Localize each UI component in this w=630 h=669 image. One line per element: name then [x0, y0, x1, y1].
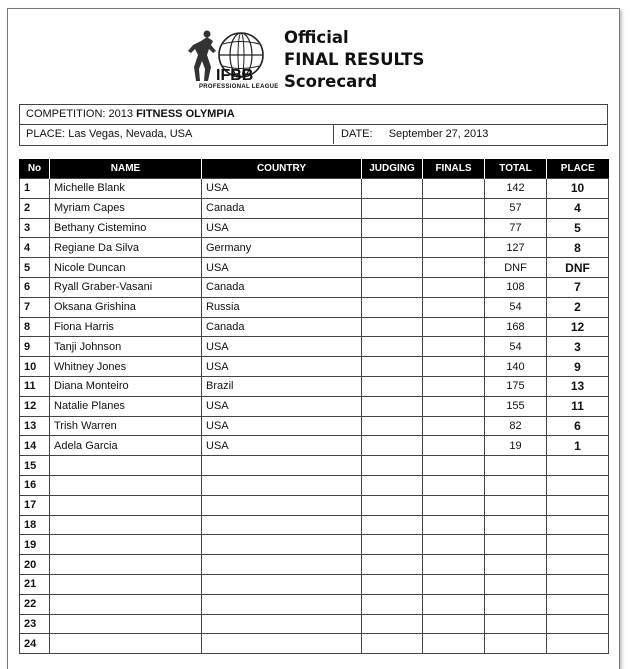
athlete-number: 12: [20, 396, 50, 416]
judging-score: [362, 535, 423, 555]
place-date-row: [20, 124, 607, 144]
total-score: [485, 535, 547, 555]
athlete-country: Germany: [202, 238, 362, 258]
athlete-country: Brazil: [202, 376, 362, 396]
athlete-number: 16: [20, 475, 50, 495]
final-place: [547, 614, 609, 634]
date-value: September 27, 2013: [388, 128, 489, 140]
athlete-country: [202, 495, 362, 515]
table-row: [20, 337, 609, 357]
athlete-country: [202, 634, 362, 654]
final-place: 8: [547, 238, 609, 258]
judging-score: [362, 297, 423, 317]
place-value: Las Vegas, Nevada, USA: [68, 128, 193, 140]
total-score: 54: [485, 297, 547, 317]
athlete-number: 5: [20, 258, 50, 278]
finals-score: [423, 357, 485, 377]
total-score: 142: [485, 179, 547, 199]
judging-score: [362, 475, 423, 495]
athlete-country: [202, 555, 362, 575]
title-line-final-results: FINAL RESULTS: [284, 50, 425, 69]
total-score: 168: [485, 317, 547, 337]
finals-score: [423, 614, 485, 634]
athlete-country: [202, 535, 362, 555]
finals-score: [423, 337, 485, 357]
competition-year: 2013: [108, 108, 133, 120]
table-header-row: [20, 159, 609, 179]
final-place: [547, 495, 609, 515]
table-row: [20, 376, 609, 396]
finals-score: [423, 555, 485, 575]
total-score: [485, 574, 547, 594]
judging-score: [362, 436, 423, 456]
title-line-official: Official: [284, 28, 349, 47]
judging-score: [362, 574, 423, 594]
athlete-country: [202, 456, 362, 476]
athlete-country: USA: [202, 218, 362, 238]
finals-score: [423, 515, 485, 535]
table-row: [20, 495, 609, 515]
athlete-number: 2: [20, 198, 50, 218]
athlete-country: USA: [202, 179, 362, 199]
total-score: 108: [485, 277, 547, 297]
table-row: [20, 555, 609, 575]
athlete-name: [50, 594, 202, 614]
finals-score: [423, 594, 485, 614]
finals-score: [423, 218, 485, 238]
table-row: [20, 436, 609, 456]
athlete-country: Canada: [202, 198, 362, 218]
final-place: 10: [547, 179, 609, 199]
judging-score: [362, 198, 423, 218]
finals-score: [423, 535, 485, 555]
athlete-name: Regiane Da Silva: [50, 238, 202, 258]
total-score: 175: [485, 376, 547, 396]
athlete-number: 19: [20, 535, 50, 555]
athlete-name: Nicole Duncan: [50, 258, 202, 278]
table-row: [20, 179, 609, 199]
date-label: DATE:: [341, 128, 373, 140]
athlete-number: 3: [20, 218, 50, 238]
total-score: [485, 515, 547, 535]
table-row: [20, 218, 609, 238]
scorecard-header: [183, 27, 483, 97]
athlete-country: Canada: [202, 277, 362, 297]
finals-score: [423, 495, 485, 515]
athlete-number: 18: [20, 515, 50, 535]
total-score: 127: [485, 238, 547, 258]
final-place: DNF: [547, 258, 609, 278]
athlete-name: Trish Warren: [50, 416, 202, 436]
finals-score: [423, 258, 485, 278]
athlete-name: Oksana Grishina: [50, 297, 202, 317]
final-place: [547, 535, 609, 555]
athlete-country: USA: [202, 258, 362, 278]
total-score: 57: [485, 198, 547, 218]
athlete-name: [50, 495, 202, 515]
final-place: 1: [547, 436, 609, 456]
table-row: [20, 535, 609, 555]
ifbb-logo: [183, 27, 279, 97]
judging-score: [362, 614, 423, 634]
finals-score: [423, 198, 485, 218]
finals-score: [423, 238, 485, 258]
athlete-name: Michelle Blank: [50, 179, 202, 199]
final-place: 6: [547, 416, 609, 436]
athlete-number: 15: [20, 456, 50, 476]
athlete-name: Natalie Planes: [50, 396, 202, 416]
athlete-country: USA: [202, 416, 362, 436]
athlete-country: [202, 515, 362, 535]
judging-score: [362, 495, 423, 515]
finals-score: [423, 317, 485, 337]
table-row: [20, 515, 609, 535]
athlete-name: [50, 614, 202, 634]
final-place: 3: [547, 337, 609, 357]
athlete-name: [50, 456, 202, 476]
judging-score: [362, 594, 423, 614]
athlete-name: Adela Garcia: [50, 436, 202, 456]
athlete-number: 9: [20, 337, 50, 357]
judging-score: [362, 515, 423, 535]
judging-score: [362, 416, 423, 436]
athlete-country: USA: [202, 357, 362, 377]
athlete-number: 14: [20, 436, 50, 456]
total-score: [485, 614, 547, 634]
total-score: 77: [485, 218, 547, 238]
competition-row: [20, 105, 607, 124]
judging-score: [362, 277, 423, 297]
athlete-name: Tanji Johnson: [50, 337, 202, 357]
athlete-number: 22: [20, 594, 50, 614]
col-header-judging: JUDGING: [362, 159, 423, 179]
total-score: 140: [485, 357, 547, 377]
competition-name: FITNESS OLYMPIA: [136, 108, 235, 120]
athlete-country: USA: [202, 337, 362, 357]
final-place: 9: [547, 357, 609, 377]
final-place: 2: [547, 297, 609, 317]
judging-score: [362, 357, 423, 377]
athlete-name: Myriam Capes: [50, 198, 202, 218]
judging-score: [362, 396, 423, 416]
table-row: [20, 258, 609, 278]
total-score: [485, 475, 547, 495]
athlete-name: [50, 475, 202, 495]
finals-score: [423, 475, 485, 495]
col-header-country: COUNTRY: [202, 159, 362, 179]
scorecard-title: [284, 27, 484, 93]
competition-label: COMPETITION:: [26, 108, 106, 120]
logo-subtext: PROFESSIONAL LEAGUE: [199, 84, 279, 90]
athlete-name: [50, 555, 202, 575]
athlete-country: [202, 594, 362, 614]
athlete-name: [50, 574, 202, 594]
table-row: [20, 456, 609, 476]
judging-score: [362, 555, 423, 575]
athlete-country: [202, 574, 362, 594]
athlete-number: 1: [20, 179, 50, 199]
final-place: 7: [547, 277, 609, 297]
final-place: [547, 456, 609, 476]
table-row: [20, 297, 609, 317]
table-row: [20, 357, 609, 377]
athlete-number: 6: [20, 277, 50, 297]
table-row: [20, 277, 609, 297]
table-row: [20, 396, 609, 416]
place-label: PLACE:: [26, 128, 66, 140]
athlete-name: Ryall Graber-Vasani: [50, 277, 202, 297]
finals-score: [423, 277, 485, 297]
finals-score: [423, 179, 485, 199]
athlete-number: 21: [20, 574, 50, 594]
col-header-total: TOTAL: [485, 159, 547, 179]
athlete-country: [202, 614, 362, 634]
athlete-name: Whitney Jones: [50, 357, 202, 377]
col-header-no: No: [20, 159, 50, 179]
athlete-name: [50, 515, 202, 535]
athlete-country: Canada: [202, 317, 362, 337]
final-place: 5: [547, 218, 609, 238]
finals-score: [423, 297, 485, 317]
athlete-name: Bethany Cistemino: [50, 218, 202, 238]
title-line-scorecard: Scorecard: [284, 72, 378, 91]
athlete-country: USA: [202, 396, 362, 416]
athlete-name: Fiona Harris: [50, 317, 202, 337]
total-score: [485, 634, 547, 654]
final-place: [547, 634, 609, 654]
athlete-number: 23: [20, 614, 50, 634]
table-row: [20, 416, 609, 436]
finals-score: [423, 574, 485, 594]
finals-score: [423, 456, 485, 476]
table-row: [20, 614, 609, 634]
athlete-name: [50, 634, 202, 654]
total-score: 54: [485, 337, 547, 357]
athlete-country: [202, 475, 362, 495]
scorecard-sheet: [7, 8, 620, 669]
athlete-number: 17: [20, 495, 50, 515]
table-row: [20, 574, 609, 594]
judging-score: [362, 376, 423, 396]
total-score: 19: [485, 436, 547, 456]
final-place: [547, 515, 609, 535]
date-divider: [333, 125, 334, 144]
athlete-name: Diana Monteiro: [50, 376, 202, 396]
finals-score: [423, 396, 485, 416]
final-place: 12: [547, 317, 609, 337]
total-score: [485, 555, 547, 575]
final-place: 11: [547, 396, 609, 416]
final-place: 4: [547, 198, 609, 218]
table-row: [20, 238, 609, 258]
athlete-name: [50, 535, 202, 555]
judging-score: [362, 634, 423, 654]
table-row: [20, 634, 609, 654]
judging-score: [362, 179, 423, 199]
athlete-number: 8: [20, 317, 50, 337]
total-score: DNF: [485, 258, 547, 278]
total-score: [485, 495, 547, 515]
athlete-number: 4: [20, 238, 50, 258]
total-score: 155: [485, 396, 547, 416]
athlete-number: 10: [20, 357, 50, 377]
athlete-number: 13: [20, 416, 50, 436]
table-row: [20, 475, 609, 495]
final-place: [547, 475, 609, 495]
total-score: 82: [485, 416, 547, 436]
judging-score: [362, 317, 423, 337]
judging-score: [362, 238, 423, 258]
athlete-number: 24: [20, 634, 50, 654]
athlete-number: 20: [20, 555, 50, 575]
table-row: [20, 198, 609, 218]
judging-score: [362, 258, 423, 278]
col-header-place: PLACE: [547, 159, 609, 179]
finals-score: [423, 436, 485, 456]
finals-score: [423, 376, 485, 396]
judging-score: [362, 218, 423, 238]
col-header-name: NAME: [50, 159, 202, 179]
final-place: [547, 555, 609, 575]
total-score: [485, 456, 547, 476]
finals-score: [423, 416, 485, 436]
athlete-country: USA: [202, 436, 362, 456]
table-row: [20, 594, 609, 614]
final-place: [547, 574, 609, 594]
col-header-finals: FINALS: [423, 159, 485, 179]
final-place: [547, 594, 609, 614]
competition-info: [19, 104, 608, 146]
athlete-country: Russia: [202, 297, 362, 317]
table-row: [20, 317, 609, 337]
judging-score: [362, 456, 423, 476]
results-table: [19, 159, 609, 654]
judging-score: [362, 337, 423, 357]
total-score: [485, 594, 547, 614]
final-place: 13: [547, 376, 609, 396]
finals-score: [423, 634, 485, 654]
athlete-number: 7: [20, 297, 50, 317]
athlete-number: 11: [20, 376, 50, 396]
logo-text: IFBB: [216, 67, 254, 84]
